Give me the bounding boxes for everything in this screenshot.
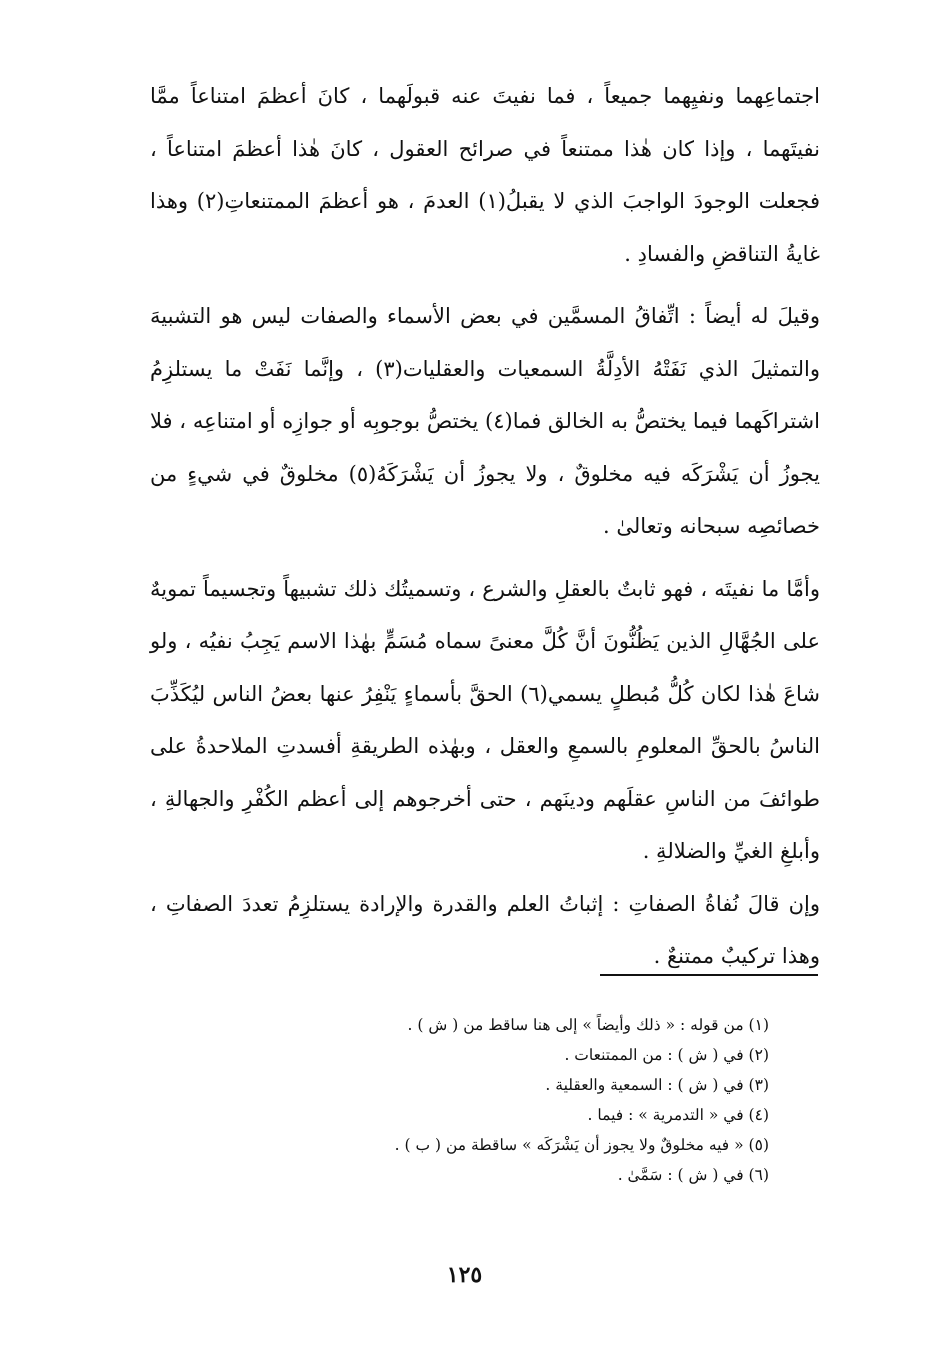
- footnotes: [249, 1010, 769, 1190]
- paragraph-2: وقيلَ له أيضاً : اتِّفاقُ المسمَّين في بعض الأسماء والصفات ليس هو التشبيهَ والتمثيلَ الذي نَفَتْهُ الأدِلَّةُ السمعيات والعقليات(٣) ، وإنَّما نَفَتْ ما يستلزِمُ اشتراكَهما فيما يختصُّ به الخالق فما(٤) يختصُّ بوجوبِه أو جوازِه أو امتناعِه ، فلا يجوزُ أن يَشْرَكَه فيه مخلوقٌ ، ولا يجوزُ أن يَشْرَكَهُ(٥) مخلوقٌ في شيءٍ من خصائصِه سبحانه وتعالىٰ .: [150, 304, 820, 538]
- footnote-5: (٥) « فيه مخلوقٌ ولا يجوز أن يَشْرَكَه » ساقطة من ( ب ) .: [394, 1136, 769, 1154]
- paragraph-1: اجتماعِهما ونفيِهما جميعاً ، فما نفيتَ عنه قبولَهما ، كانَ أعظمَ امتناعاً ممَّا نفيتَهما ، وإذا كان هٰذا ممتنعاً في صرائح العقول ، كانَ هٰذا أعظمَ امتناعاً ، فجعلت الوجودَ الواجبَ الذي لا يقبلُ(١) العدمَ ، هو أعظمَ الممتنعاتِ(٢) وهذا غايةُ التناقضِ والفسادِ .: [150, 84, 820, 266]
- footnote-1: (١) من قوله : « ذلك وأيضاً » إلى هنا ساقط من ( ش ) .: [407, 1016, 769, 1034]
- footnote-2: (٢) في ( ش ) : من الممتنعات .: [564, 1046, 769, 1064]
- main-text: [150, 70, 820, 983]
- footnote-6: (٦) في ( ش ) : سَمَّىٰ .: [617, 1166, 769, 1184]
- footnote-3: (٣) في ( ش ) : السمعية والعقلية .: [545, 1076, 769, 1094]
- footnote-4: (٤) في « التدمرية » : فيما .: [587, 1106, 769, 1124]
- paragraph-3: وأمَّا ما نفيتَه ، فهو ثابتٌ بالعقلِ والشرع ، وتسميتُك ذلك تشبيهاً وتجسيماً تمويهٌ على الجُهَّالِ الذين يَظُنُّونَ أنَّ كُلَّ معنىً سماه مُسَمٍّ بهٰذا الاسم يَجِبُ نفيُه ، ولو شاعَ هٰذا لكان كُلُّ مُبطلٍ يسمي(٦) الحقَّ بأسماءٍ يَنْفِرُ عنها بعضُ الناس ليُكَذِّبَ الناسُ بالحقِّ المعلومِ بالسمعِ والعقل ، وبهٰذه الطريقةِ أفسدتِ الملاحدةُ على طوائفَ من الناسِ عقلَهم ودينَهم ، حتى أخرجوهم إلى أعظم الكُفْرِ والجهالةِ ، وأبلغِ الغيِّ والضلالةِ .: [150, 576, 820, 863]
- paragraph-4: وإن قالَ نُفاةُ الصفاتِ : إثباتُ العلم والقدرة والإرادة يستلزِمُ تعددَ الصفاتِ ، وهذا تركيبٌ ممتنعٌ .: [150, 891, 820, 968]
- footnote-separator: [600, 974, 818, 976]
- page-number: ١٢٥: [446, 1262, 483, 1288]
